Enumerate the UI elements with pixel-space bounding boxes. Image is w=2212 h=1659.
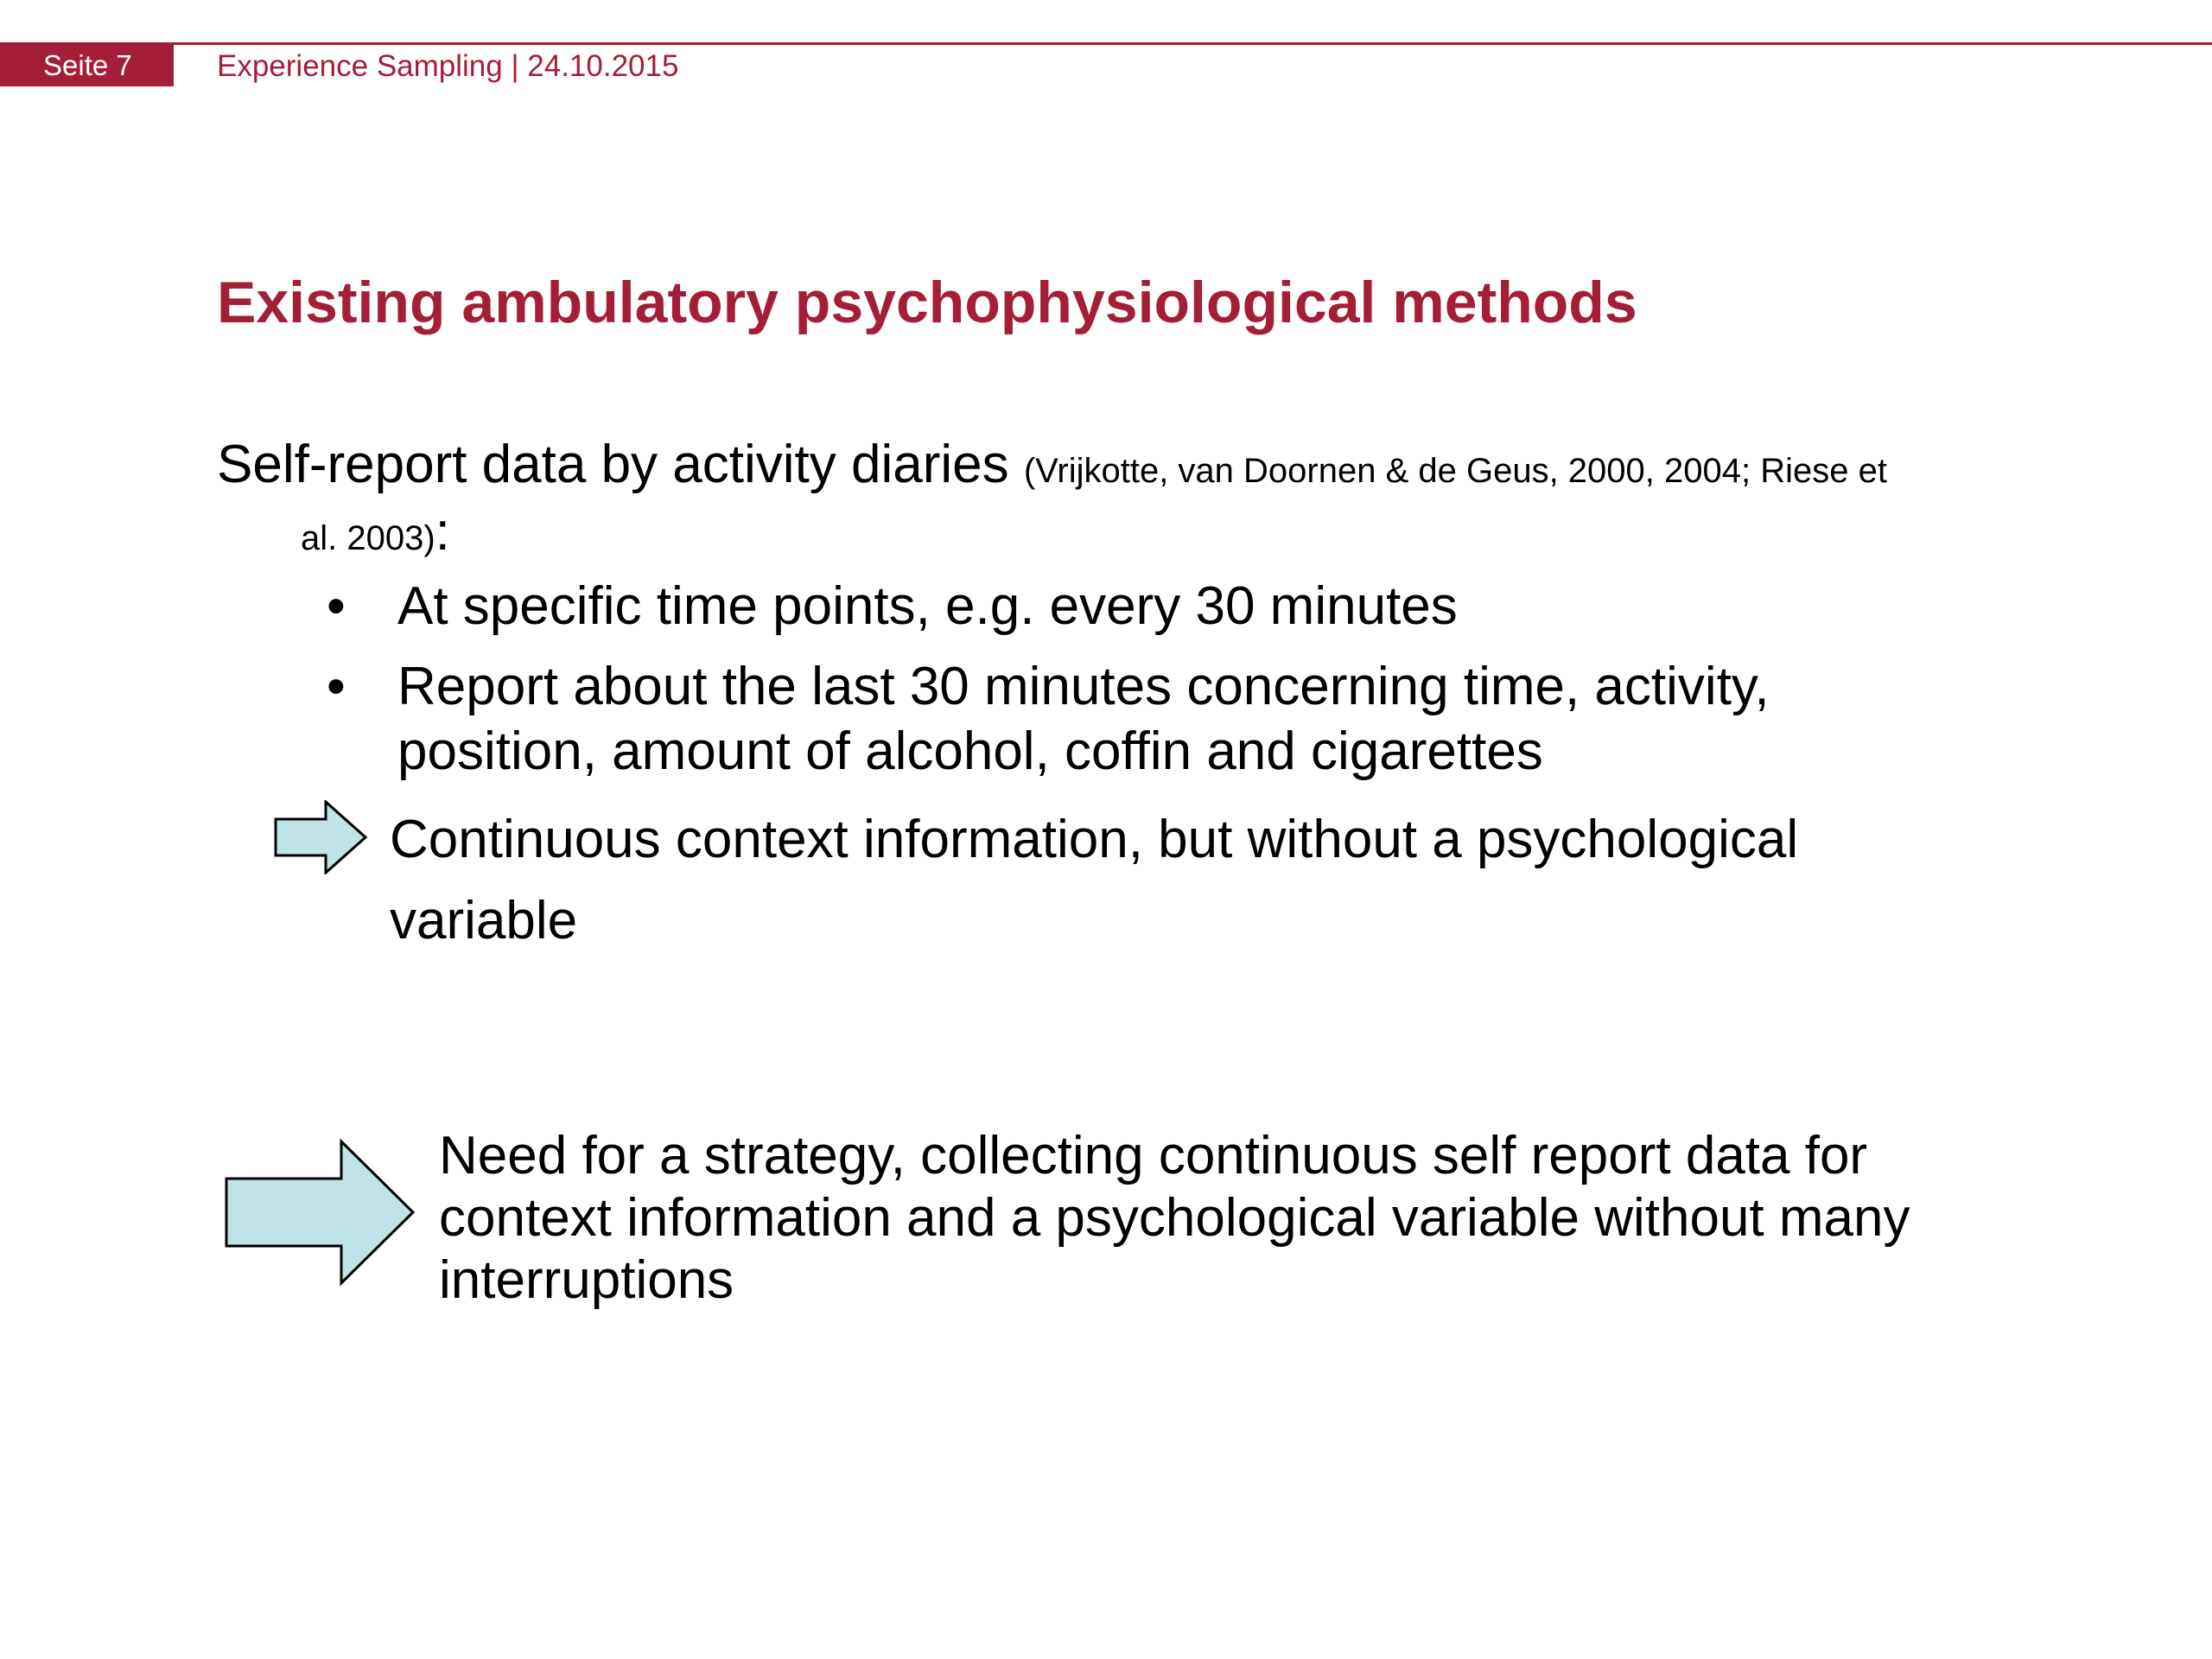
conclusion-line: variable <box>390 891 578 950</box>
header-rule <box>0 42 2212 45</box>
page-number-badge: Seite 7 <box>0 44 174 86</box>
conclusion-line: interruptions <box>439 1250 734 1310</box>
intro-colon: : <box>435 502 450 562</box>
bullet-marker: • <box>327 576 346 636</box>
running-header-title: Experience Sampling | 24.10.2015 <box>217 49 679 83</box>
bullet-item-time-points: At specific time points, e.g. every 30 minutes <box>397 576 1458 636</box>
bullet-marker: • <box>327 657 346 716</box>
intro-main-text: Self-report data by activity diaries <box>217 435 1009 494</box>
right-arrow-icon <box>274 800 367 874</box>
intro-citation-part1: (Vrijkotte, van Doornen & de Geus, 2000, 2004; Riese et <box>1023 452 1887 490</box>
right-arrow-icon <box>224 1139 416 1286</box>
bullet-item-report-line-1: Report about the last 30 minutes concerning time, activity, <box>397 657 1770 716</box>
slide-title: Existing ambulatory psychophysiological methods <box>217 270 1637 335</box>
intro-citation-part2: al. 2003) <box>301 519 435 557</box>
strategy-need-conclusion <box>439 1125 1910 1312</box>
intro-line-1 <box>217 432 2014 504</box>
conclusion-line: context information and a psychological variable without many <box>439 1188 1910 1248</box>
conclusion-line: Continuous context information, but without a psychological <box>390 810 1799 869</box>
intro-line-2 <box>301 501 450 563</box>
bullet-item-report-line-2: position, amount of alcohol, coffin and cigarettes <box>397 721 1543 781</box>
conclusion-line: Need for a strategy, collecting continuous self report data for <box>439 1126 1868 1185</box>
context-info-conclusion <box>390 799 1798 962</box>
